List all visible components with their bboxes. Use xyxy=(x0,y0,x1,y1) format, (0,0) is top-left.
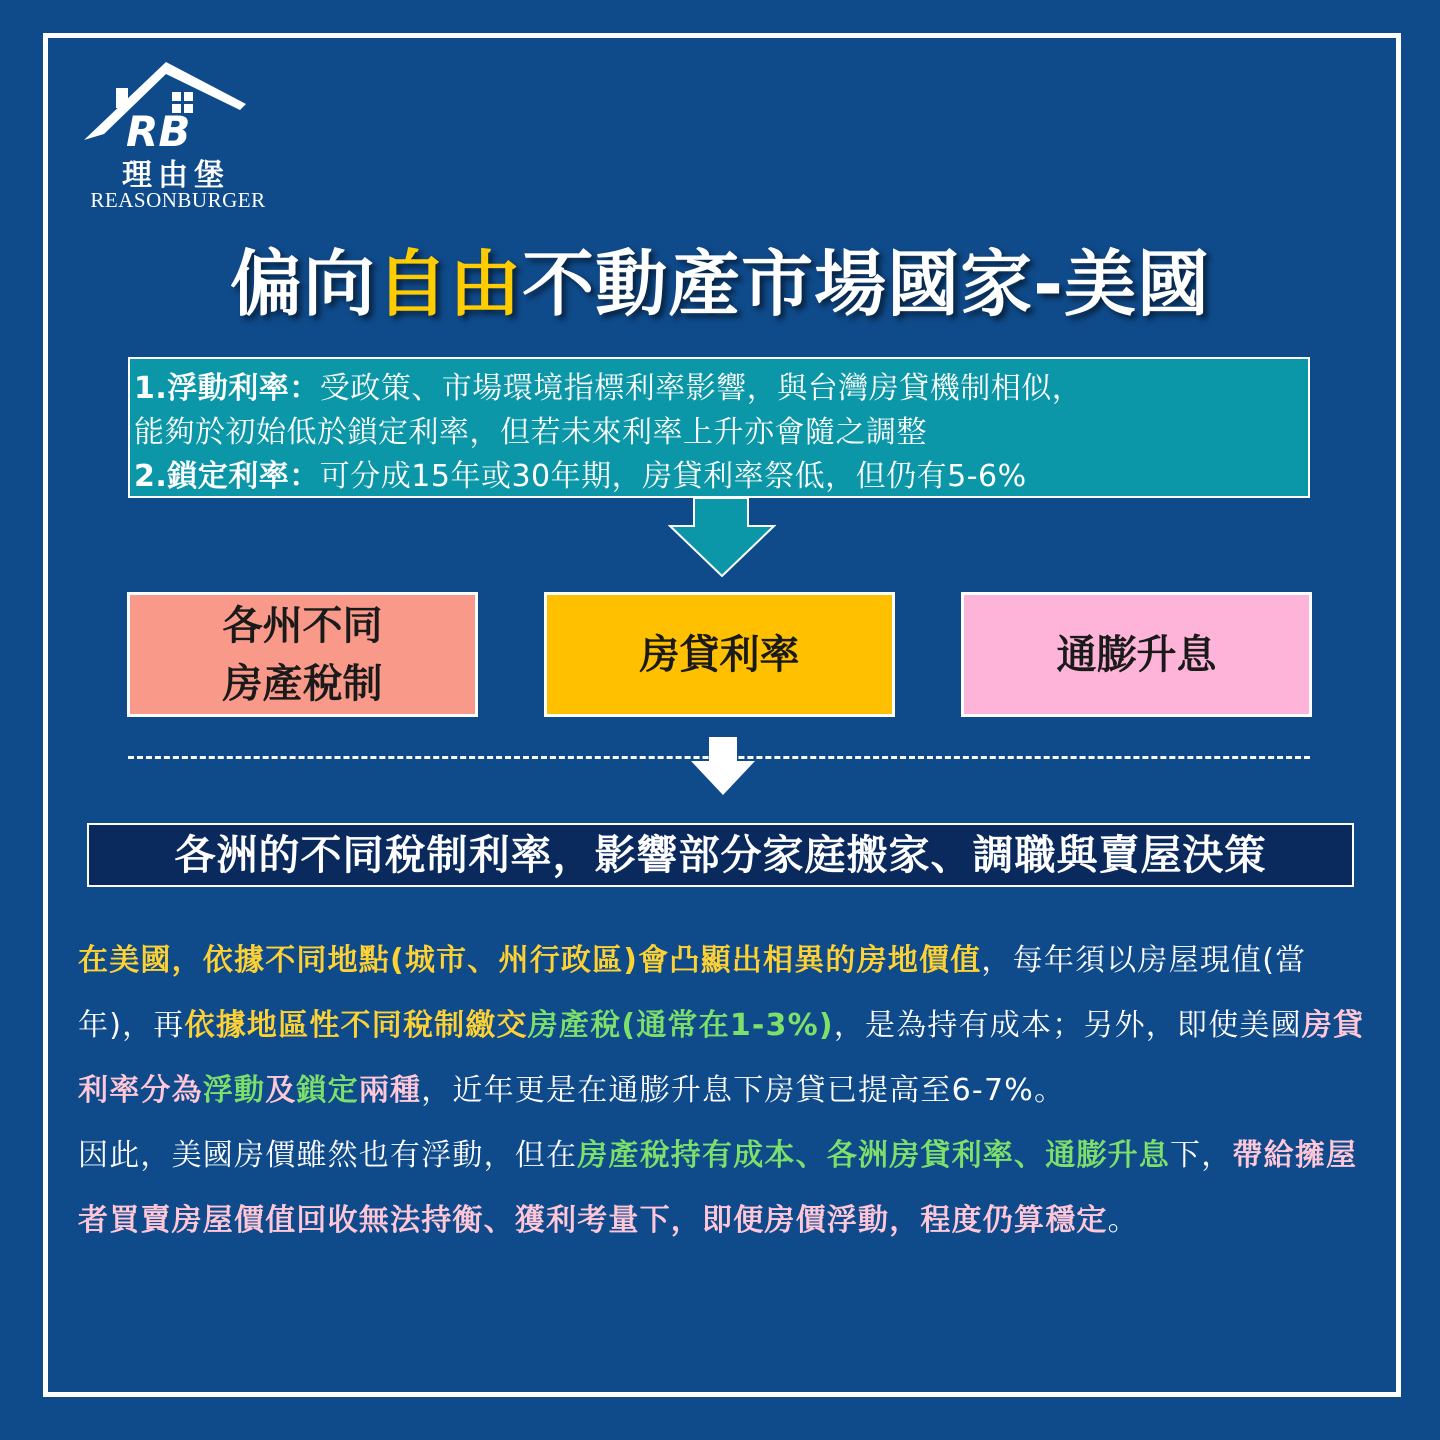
text-highlight-yellow: 依據地區性不同稅制繳交 xyxy=(184,1008,528,1043)
text-highlight-yellow: 在美國，依據不同地點(城市、州行政區)會凸顯出相異的房地價值 xyxy=(78,943,982,978)
text-plain: 因此，美國房價雖然也有浮動，但在 xyxy=(78,1138,578,1173)
factor-state-tax xyxy=(127,592,478,717)
brand-logo xyxy=(76,58,280,212)
brand-name-english: REASONBURGER xyxy=(90,188,266,212)
title-highlight: 自由 xyxy=(376,242,523,326)
fixed-rate-text: 可分成15年或30年期，房貸利率祭低，但仍有5-6% xyxy=(319,459,1027,494)
floating-rate-line-2: 能夠於初始低於鎖定利率，但若未來利率上升亦會隨之調整 xyxy=(134,415,927,450)
title-suffix: 不動產市場國家-美國 xyxy=(522,242,1210,326)
factor-inflation xyxy=(961,592,1312,717)
text-highlight-pink: 兩種 xyxy=(358,1073,422,1108)
paragraph-2 xyxy=(78,1123,1378,1253)
summary-banner: 各洲的不同稅制利率，影響部分家庭搬家、調職與賣屋決策 xyxy=(87,823,1354,887)
factor-state-tax-line1: 各州不同 xyxy=(222,602,383,649)
page-title xyxy=(0,238,1440,330)
text-highlight-green: 浮動 xyxy=(202,1073,266,1108)
text-highlight-green: 房產稅持有成本、各洲房貸利率、通膨升息 xyxy=(577,1138,1171,1173)
floating-rate-label: 1.浮動利率： xyxy=(134,371,320,406)
brand-name-chinese: 理由堡 xyxy=(122,158,230,193)
factor-mortgage-rate-label: 房貸利率 xyxy=(639,631,800,678)
text-highlight-pink: 帶給擁屋者買賣房屋價值回收無法持衡、獲利考量下，即便房價浮動，程度仍算穩定 xyxy=(78,1138,1358,1238)
body-paragraph xyxy=(78,928,1378,1253)
text-plain: ，近年更是在通膨升息下房貸已提高至6-7%。 xyxy=(421,1073,1066,1108)
floating-rate-line xyxy=(134,367,1308,411)
text-highlight-pink: 房貸利率分為 xyxy=(78,1008,1365,1108)
text-highlight-green: 房產稅(通常在1-3%) xyxy=(527,1008,834,1043)
text-plain: 下， xyxy=(1170,1138,1233,1173)
svg-text:RB: RB xyxy=(126,107,191,150)
factor-inflation-label: 通膨升息 xyxy=(1056,631,1217,678)
text-plain: ，是為持有成本；另外，即使美國 xyxy=(833,1008,1302,1043)
text-plain: 。 xyxy=(1107,1203,1139,1238)
title-prefix: 偏向 xyxy=(230,242,377,326)
arrow-down-icon xyxy=(668,498,776,578)
rate-type-box xyxy=(128,357,1310,498)
text-highlight-pink: 及 xyxy=(265,1073,297,1108)
text-highlight-green: 鎖定 xyxy=(296,1073,359,1108)
arrow-down-icon xyxy=(689,737,757,797)
house-roof-icon xyxy=(80,58,250,150)
text-plain: ，每年須以房屋現值(當年)，再 xyxy=(78,943,1307,1043)
floating-rate-text: 受政策、市場環境指標利率影響，與台灣房貸機制相似， xyxy=(319,371,1083,406)
factor-mortgage-rate xyxy=(544,592,895,717)
factor-state-tax-line2: 房產稅制 xyxy=(222,660,383,707)
paragraph-1 xyxy=(78,928,1378,1123)
fixed-rate-label: 2.鎖定利率： xyxy=(134,459,320,494)
fixed-rate-line xyxy=(134,455,1308,499)
